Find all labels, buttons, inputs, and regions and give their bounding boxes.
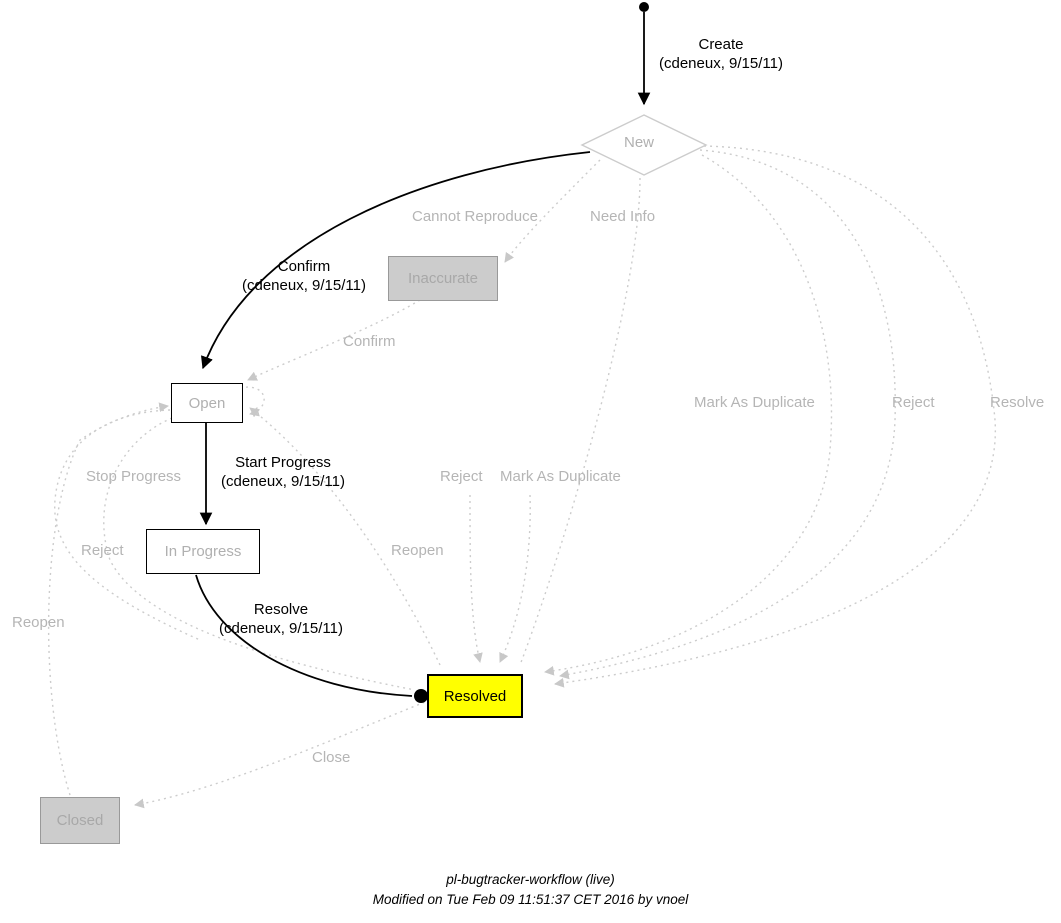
node-open-label: Open bbox=[188, 394, 226, 412]
node-resolved-label: Resolved bbox=[443, 687, 507, 705]
edge-label-create-name: Create bbox=[698, 36, 744, 53]
node-new-label: New bbox=[624, 134, 655, 151]
start-node bbox=[639, 2, 649, 12]
edge-label-reject-mid: Reject bbox=[440, 468, 483, 485]
node-inaccurate[interactable] bbox=[388, 256, 498, 301]
edge-label-reject-right: Reject bbox=[892, 394, 935, 411]
node-closed[interactable] bbox=[40, 797, 120, 844]
edge-label-start-progress-name: Start Progress bbox=[235, 454, 331, 471]
diagram-footer bbox=[0, 870, 1061, 909]
edge-label-resolve-main-detail: (cdeneux, 9/15/11) bbox=[219, 619, 343, 637]
edge-label-start-progress bbox=[207, 454, 359, 492]
diagram-title: pl-bugtracker-workflow (live) bbox=[446, 872, 615, 887]
edge-label-create-detail: (cdeneux, 9/15/11) bbox=[659, 54, 783, 72]
edge-label-cannot-reproduce: Cannot Reproduce bbox=[412, 208, 538, 225]
node-closed-label: Closed bbox=[56, 812, 104, 829]
node-open[interactable] bbox=[171, 383, 243, 423]
node-in-progress[interactable] bbox=[146, 529, 260, 574]
edge-label-reopen-left: Reopen bbox=[12, 614, 65, 631]
edge-label-confirm-main-name: Confirm bbox=[277, 258, 331, 275]
node-resolved[interactable] bbox=[427, 674, 523, 718]
edge-label-mark-as-duplicate-right: Mark As Duplicate bbox=[694, 394, 815, 411]
edge-label-mark-as-duplicate-mid: Mark As Duplicate bbox=[500, 468, 621, 485]
edge-label-confirm-main bbox=[228, 258, 380, 296]
edge-label-reopen-mid: Reopen bbox=[391, 542, 444, 559]
node-inaccurate-label: Inaccurate bbox=[407, 270, 479, 287]
edge-label-stop-progress: Stop Progress bbox=[86, 468, 182, 485]
edge-label-confirm-main-detail: (cdeneux, 9/15/11) bbox=[242, 276, 366, 294]
active-edges bbox=[196, 2, 649, 703]
edge-label-close: Close bbox=[312, 749, 351, 766]
diagram-subtitle: Modified on Tue Feb 09 11:51:37 CET 2016 by vnoel bbox=[372, 891, 689, 907]
edge-label-reject-left: Reject bbox=[81, 542, 124, 559]
edge-label-confirm-alt: Confirm bbox=[343, 333, 396, 350]
edge-label-resolve-main-name: Resolve bbox=[253, 601, 309, 618]
edge-label-create bbox=[646, 36, 796, 74]
node-in-progress-label: In Progress bbox=[164, 543, 242, 560]
edge-label-resolve-main bbox=[203, 601, 359, 639]
edge-label-start-progress-detail: (cdeneux, 9/15/11) bbox=[221, 472, 345, 490]
resolved-marker-dot bbox=[414, 689, 428, 703]
edge-label-need-info: Need Info bbox=[590, 208, 656, 225]
edge-label-resolve-right: Resolve bbox=[990, 394, 1045, 411]
